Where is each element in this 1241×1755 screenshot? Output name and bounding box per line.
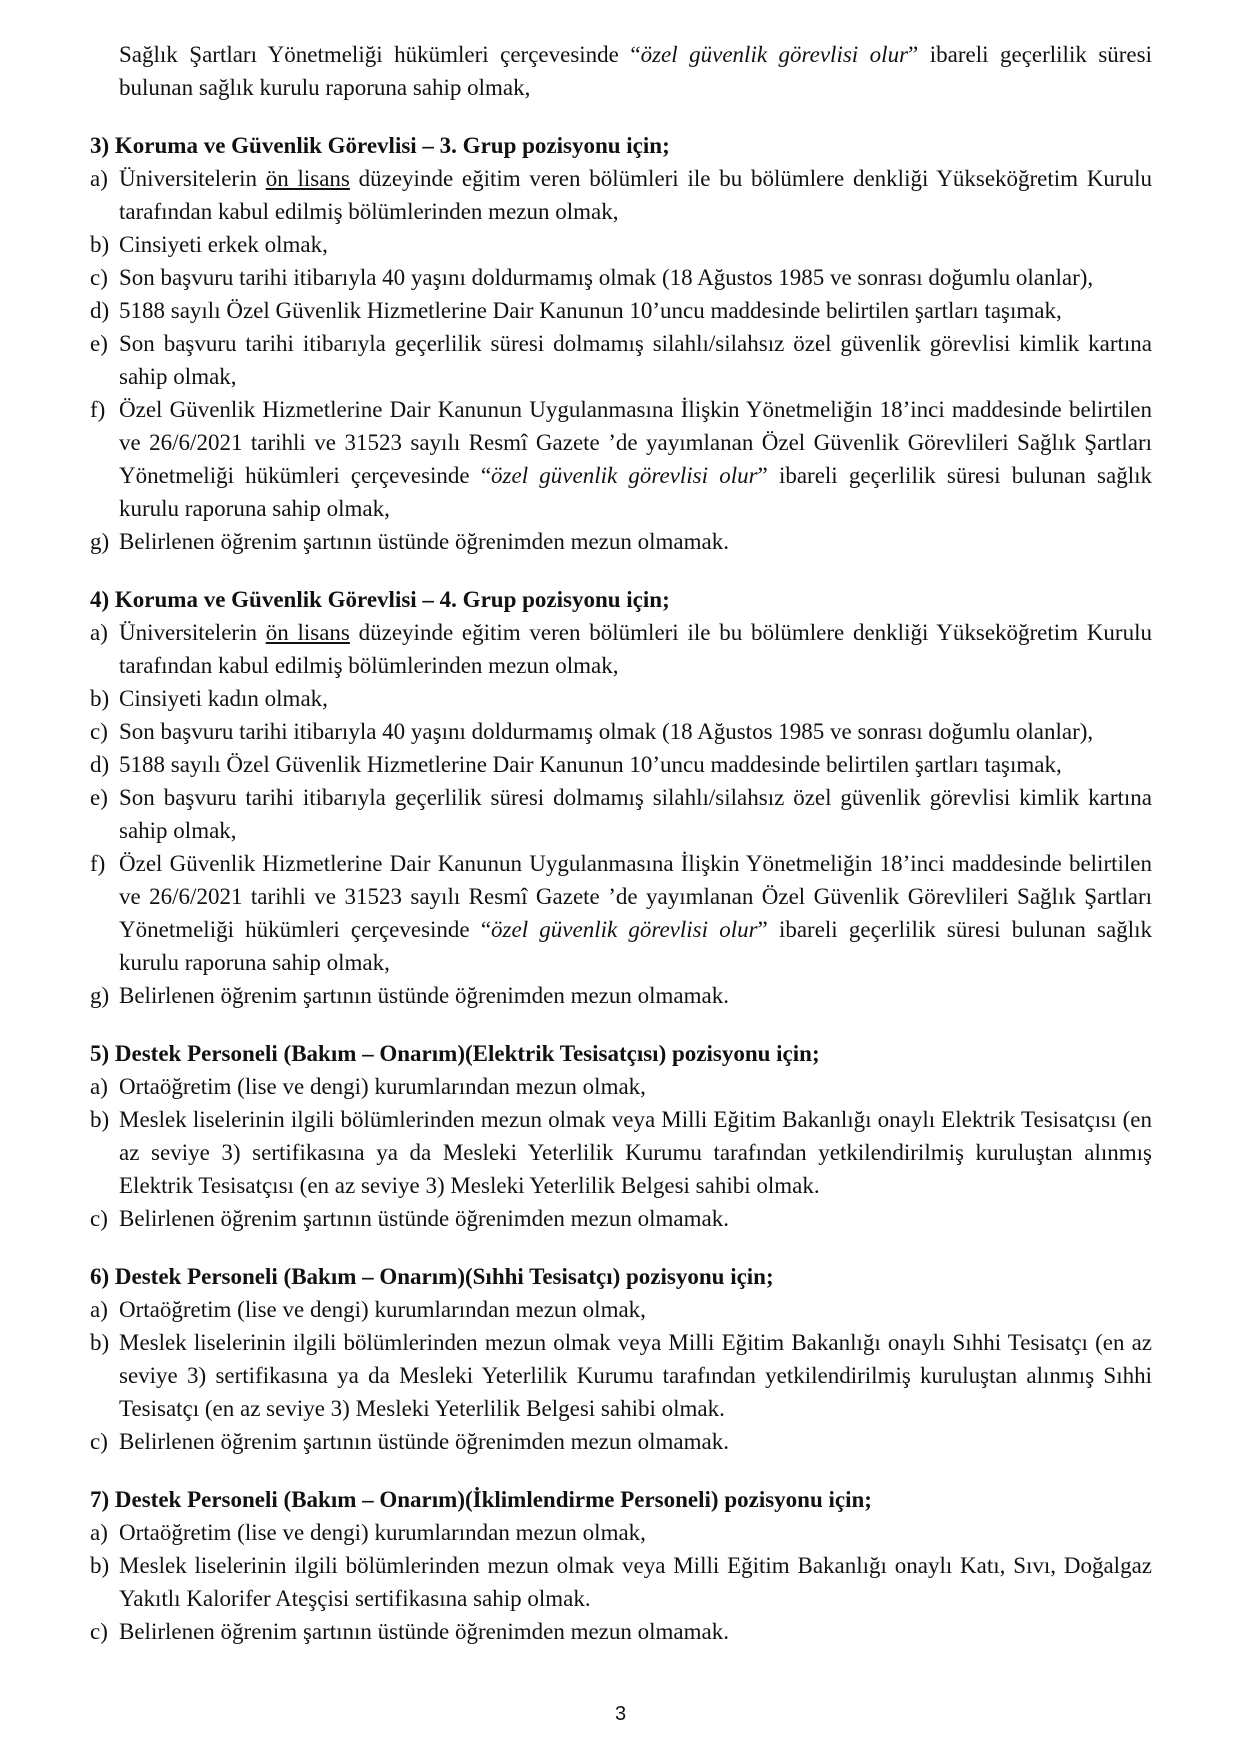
section-title: 5) Destek Personeli (Bakım – Onarım)(Elektrik Tesisatçısı) pozisyonu için; xyxy=(90,1041,820,1066)
item-text-pre: Özel Güvenlik Hizmetlerine Dair Kanunun Uygulanmasına İlişkin Yönetmeliğin 18’inci maddesinde belirtilen ve 26/6/2021 tarihli ve 31523 sayılı Resmî Gazete ’de yayımlanan Özel Güvenlik Görevlileri Sağlık Şartları Yönetmeliği hükümleri çerçevesinde “ xyxy=(119,851,1152,942)
item-text: 5188 sayılı Özel Güvenlik Hizmetlerine Dair Kanunun 10’uncu maddesinde belirtilen şartları taşımak, xyxy=(119,298,1062,323)
item-text-underlined: ön lisans xyxy=(265,166,350,191)
list-item xyxy=(90,327,1152,393)
section-title: 6) Destek Personeli (Bakım – Onarım)(Sıhhi Tesisatçı) pozisyonu için; xyxy=(90,1264,774,1289)
item-text: Son başvuru tarihi itibarıyla 40 yaşını doldurmamış olmak (18 Ağustos 1985 ve sonrası doğumlu olanlar), xyxy=(119,719,1094,744)
item-marker: g) xyxy=(90,983,110,1008)
item-marker: c) xyxy=(90,1619,108,1644)
intro-text-a: Sağlık Şartları Yönetmeliği hükümleri çerçevesinde “ xyxy=(119,42,641,67)
item-text xyxy=(119,162,1152,228)
item-marker: a) xyxy=(90,1074,108,1099)
item-text-underlined: ön lisans xyxy=(265,620,350,645)
item-text: Belirlenen öğrenim şartının üstünde öğrenimden mezun olmamak. xyxy=(119,1206,729,1231)
item-text: 5188 sayılı Özel Güvenlik Hizmetlerine Dair Kanunun 10’uncu maddesinde belirtilen şartları taşımak, xyxy=(119,752,1062,777)
list-item xyxy=(90,393,1152,525)
intro-italic-text: özel güvenlik görevlisi olur xyxy=(640,42,909,67)
list-item xyxy=(90,1103,1152,1202)
section-title: 3) Koruma ve Güvenlik Görevlisi – 3. Grup pozisyonu için; xyxy=(90,133,670,158)
item-marker: c) xyxy=(90,1206,108,1231)
item-text: Cinsiyeti kadın olmak, xyxy=(119,686,328,711)
item-marker: a) xyxy=(90,1297,108,1322)
section-sihhi-tesisatci xyxy=(90,1260,1152,1458)
item-marker: c) xyxy=(90,265,108,290)
list-item xyxy=(90,715,1152,748)
page-number: 3 xyxy=(614,1703,627,1725)
item-text: Meslek liselerinin ilgili bölümlerinden mezun olmak veya Milli Eğitim Bakanlığı onaylı Katı, Sıvı, Doğalgaz Yakıtlı Kalorifer Ateşçisi sertifikasına sahip olmak. xyxy=(119,1553,1152,1611)
list-item xyxy=(90,979,1152,1012)
list-item xyxy=(90,525,1152,558)
list-item xyxy=(90,261,1152,294)
list-item xyxy=(90,294,1152,327)
item-text: Ortaöğretim (lise ve dengi) kurumlarından mezun olmak, xyxy=(119,1297,646,1322)
list-item xyxy=(90,1425,1152,1458)
item-marker: f) xyxy=(90,851,106,876)
list-item xyxy=(90,847,1152,979)
section-koruma-3-grup xyxy=(90,129,1152,558)
item-text: Belirlenen öğrenim şartının üstünde öğrenimden mezun olmamak. xyxy=(119,1619,729,1644)
item-marker: b) xyxy=(90,686,110,711)
list-item xyxy=(90,748,1152,781)
section-elektrik-tesisatcisi xyxy=(90,1037,1152,1235)
item-marker: d) xyxy=(90,752,110,777)
item-marker: b) xyxy=(90,232,110,257)
item-text-italic: özel güvenlik görevlisi olur xyxy=(491,917,758,942)
item-text: Ortaöğretim (lise ve dengi) kurumlarından mezun olmak, xyxy=(119,1520,646,1545)
list-item xyxy=(90,682,1152,715)
section-title: 7) Destek Personeli (Bakım – Onarım)(İklimlendirme Personeli) pozisyonu için; xyxy=(90,1487,872,1512)
item-marker: c) xyxy=(90,719,108,744)
list-item xyxy=(90,1070,1152,1103)
item-text-pre: Üniversitelerin xyxy=(119,620,266,645)
item-marker: d) xyxy=(90,298,110,323)
item-text: Meslek liselerinin ilgili bölümlerinden mezun olmak veya Milli Eğitim Bakanlığı onaylı Elektrik Tesisatçısı (en az seviye 3) sertifikasına ya da Mesleki Yeterlilik Kurumu tarafından yetkilendirilmiş kuruluştan alınmış Elektrik Tesisatçısı (en az seviye 3) Mesleki Yeterlilik Belgesi sahibi olmak. xyxy=(119,1107,1152,1198)
item-text: Son başvuru tarihi itibarıyla 40 yaşını doldurmamış olmak (18 Ağustos 1985 ve sonrası doğumlu olanlar), xyxy=(119,265,1094,290)
item-marker: a) xyxy=(90,166,108,191)
item-text: Belirlenen öğrenim şartının üstünde öğrenimden mezun olmamak. xyxy=(119,983,729,1008)
list-item xyxy=(90,1326,1152,1425)
list-item xyxy=(90,228,1152,261)
item-text: Belirlenen öğrenim şartının üstünde öğrenimden mezun olmamak. xyxy=(119,529,729,554)
item-marker: b) xyxy=(90,1107,110,1132)
item-marker: f) xyxy=(90,397,106,422)
list-item xyxy=(90,1549,1152,1615)
item-marker: a) xyxy=(90,620,108,645)
section-koruma-4-grup xyxy=(90,583,1152,1012)
item-text: Son başvuru tarihi itibarıyla geçerlilik süresi dolmamış silahlı/silahsız özel güvenlik görevlisi kimlik kartına sahip olmak, xyxy=(119,785,1152,843)
intro-paragraph xyxy=(90,38,1152,104)
item-text: Ortaöğretim (lise ve dengi) kurumlarından mezun olmak, xyxy=(119,1074,646,1099)
section-title: 4) Koruma ve Güvenlik Görevlisi – 4. Grup pozisyonu için; xyxy=(90,587,670,612)
section-iklimlendirme-personeli xyxy=(90,1483,1152,1648)
item-text-post: ” ibareli geçerlilik süresi bulunan sağlık kurulu raporuna sahip olmak, xyxy=(119,917,1152,975)
item-marker: e) xyxy=(90,331,108,356)
list-item xyxy=(90,781,1152,847)
list-item xyxy=(90,616,1152,682)
item-text-post: ” ibareli geçerlilik süresi bulunan sağlık kurulu raporuna sahip olmak, xyxy=(119,463,1152,521)
list-item xyxy=(90,162,1152,228)
item-marker: g) xyxy=(90,529,110,554)
item-text: Cinsiyeti erkek olmak, xyxy=(119,232,328,257)
item-text-italic: özel güvenlik görevlisi olur xyxy=(491,463,758,488)
list-item xyxy=(90,1202,1152,1235)
item-text: Son başvuru tarihi itibarıyla geçerlilik süresi dolmamış silahlı/silahsız özel güvenlik görevlisi kimlik kartına sahip olmak, xyxy=(119,331,1152,389)
item-marker: b) xyxy=(90,1330,110,1355)
item-text xyxy=(119,847,1152,979)
item-text-post: düzeyinde eğitim veren bölümleri ile bu bölümlere denkliği Yükseköğretim Kurulu tarafından kabul edilmiş bölümlerinden mezun olmak, xyxy=(119,620,1152,678)
item-marker: a) xyxy=(90,1520,108,1545)
item-marker: b) xyxy=(90,1553,110,1578)
item-text-pre: Üniversitelerin xyxy=(119,166,266,191)
list-item xyxy=(90,1293,1152,1326)
item-text: Belirlenen öğrenim şartının üstünde öğrenimden mezun olmamak. xyxy=(119,1429,729,1454)
item-text xyxy=(119,616,1152,682)
item-text-pre: Özel Güvenlik Hizmetlerine Dair Kanunun Uygulanmasına İlişkin Yönetmeliğin 18’inci maddesinde belirtilen ve 26/6/2021 tarihli ve 31523 sayılı Resmî Gazete ’de yayımlanan Özel Güvenlik Görevlileri Sağlık Şartları Yönetmeliği hükümleri çerçevesinde “ xyxy=(119,397,1152,488)
intro-text-b: ” ibareli geçerlilik süresi bulunan sağlık kurulu raporuna sahip olmak, xyxy=(119,42,1152,100)
item-text: Meslek liselerinin ilgili bölümlerinden mezun olmak veya Milli Eğitim Bakanlığı onaylı Sıhhi Tesisatçı (en az seviye 3) sertifikasına ya da Mesleki Yeterlilik Kurumu tarafından yetkilendirilmiş kuruluştan alınmış Sıhhi Tesisatçı (en az seviye 3) Mesleki Yeterlilik Belgesi sahibi olmak. xyxy=(119,1330,1152,1421)
item-text-post: düzeyinde eğitim veren bölümleri ile bu bölümlere denkliği Yükseköğretim Kurulu tarafından kabul edilmiş bölümlerinden mezun olmak, xyxy=(119,166,1152,224)
item-text xyxy=(119,393,1152,525)
list-item xyxy=(90,1615,1152,1648)
list-item xyxy=(90,1516,1152,1549)
item-marker: c) xyxy=(90,1429,108,1454)
document-page xyxy=(90,38,1152,1648)
item-marker: e) xyxy=(90,785,108,810)
